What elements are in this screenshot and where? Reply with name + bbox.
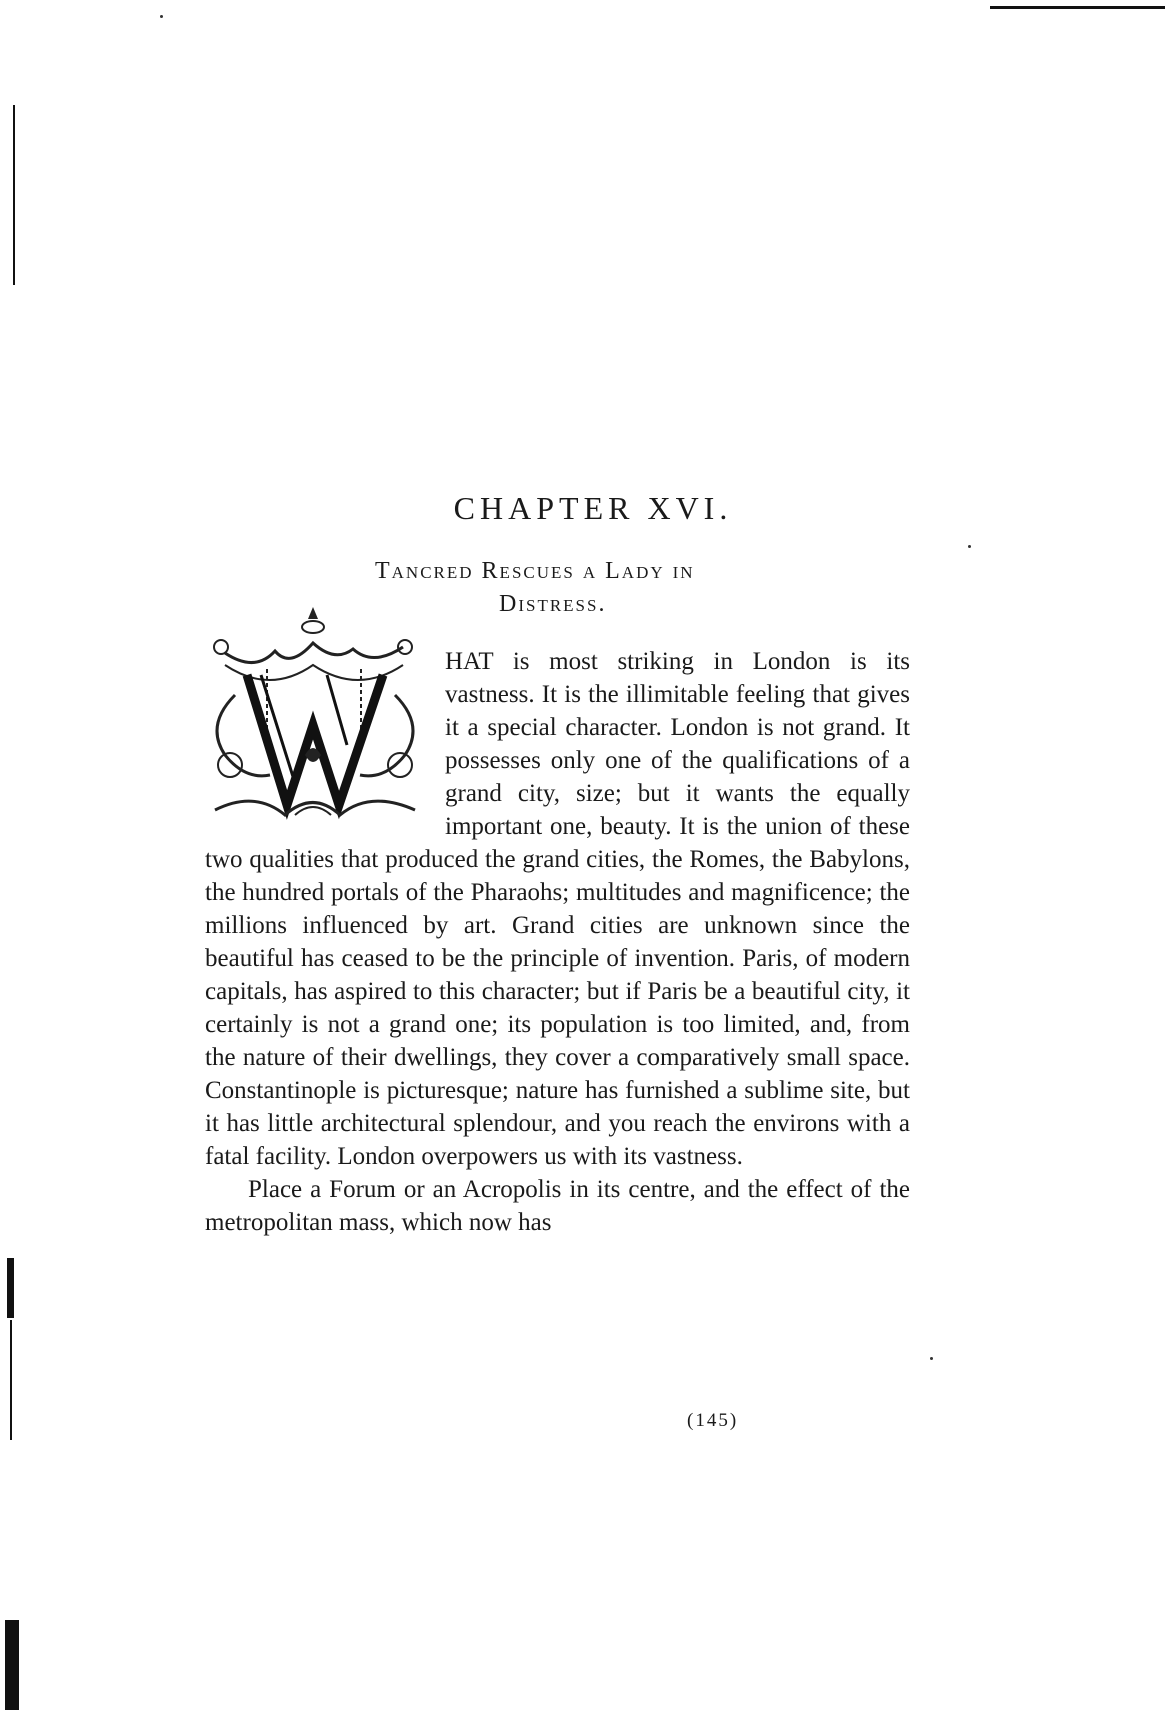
subtitle-line-2: Distress. xyxy=(499,591,607,617)
scan-edge-line xyxy=(13,105,15,285)
chapter-title: CHAPTER XVI. xyxy=(453,490,733,526)
paragraph-2: Place a Forum or an Acropolis in its centre, and the effect of the metropolitan mass, which now has xyxy=(205,1176,910,1236)
chapter-body xyxy=(205,645,910,1239)
scan-edge-line xyxy=(5,1620,19,1710)
subtitle-line-1: Tancred Rescues a Lady in xyxy=(375,558,695,584)
scan-edge-line xyxy=(7,1258,14,1318)
speck xyxy=(930,1357,933,1360)
scan-top-line xyxy=(990,6,1165,9)
chapter-subtitle xyxy=(375,555,795,621)
scan-edge-line xyxy=(10,1320,12,1440)
paragraph-1: HAT is most striking in London is its vastness. It is the illimitable feeling that gives it a special character. London is not grand. It possesses only one of the qualifications of a grand city, size; but it wants the equally important one, beauty. It is the union of these two qualities that produced the grand cities, the Romes, the Babylons, the hundred portals of the Pharaohs; multitudes and magnificence; the millions influenced by art. Grand cities are unknown since the beautiful has ceased to be the principle of invention. Paris, of modern capitals, has aspired to this character; but if Paris be a beautiful city, it certainly is not a grand one; its population is too limited, and, from the nature of their dwellings, they cover a comparatively small space. Constantinople is picturesque; nature has furnished a sublime site, but it has little architectural splendour, and you reach the environs with a fatal facility. London overpowers us with its vastness. xyxy=(205,648,910,1170)
speck xyxy=(968,545,971,548)
page-number: (145) xyxy=(687,1410,739,1431)
ornamental-initial-w-icon xyxy=(195,605,435,832)
speck xyxy=(160,15,163,18)
